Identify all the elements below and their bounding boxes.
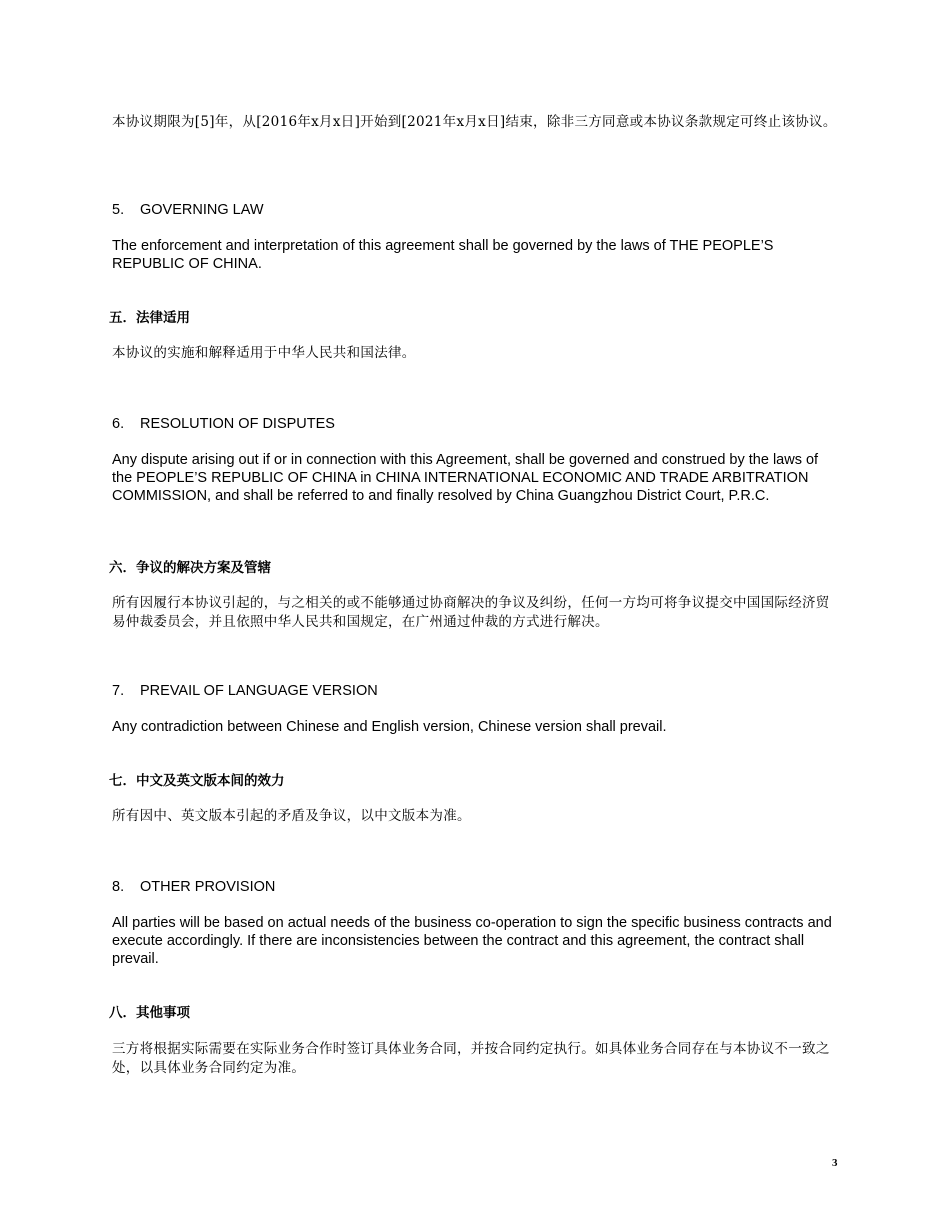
- section-5-number: 5.: [112, 202, 125, 218]
- section-7-heading-zh: 七．中文及英文版本间的效力: [109, 773, 285, 789]
- section-7-number: 7.: [112, 683, 125, 699]
- section-6-title: RESOLUTION OF DISPUTES: [140, 416, 335, 432]
- section-7-body-en: Any contradiction between Chinese and English version, Chinese version shall prevail.: [112, 719, 667, 735]
- section-5-title: GOVERNING LAW: [140, 202, 264, 218]
- section-6-body-zh: 所有因履行本协议引起的，与之相关的或不能够通过协商解决的争议及纠纷，任何一方均可将争议提交中国国际经济贸易仲裁委员会，并且依照中华人民共和国规定，在广州通过仲裁的方式进行解决。: [112, 595, 830, 630]
- page-number: 3: [832, 1157, 838, 1169]
- section-6-heading-zh: 六．争议的解决方案及管辖: [109, 560, 271, 576]
- section-5-body-zh: 本协议的实施和解释适用于中华人民共和国法律。: [112, 345, 416, 361]
- section-6-heading: [112, 415, 840, 433]
- section-8-number: 8.: [112, 879, 125, 895]
- section-8-heading-zh: 八．其他事项: [109, 1005, 190, 1021]
- section-6-number: 6.: [112, 416, 125, 432]
- section-7-heading: [112, 682, 840, 700]
- section-8-heading: [112, 878, 840, 896]
- term-paragraph-zh: 本协议期限为[5]年，从[2016年x月x日]开始到[2021年x月x日]结束，除非三方同意或本协议条款规定可终止该协议。: [112, 114, 837, 130]
- section-8-body-zh: 三方将根据实际需要在实际业务合作时签订具体业务合同，并按合同约定执行。如具体业务合同存在与本协议不一致之处，以具体业务合同约定为准。: [112, 1041, 830, 1076]
- section-8-title: OTHER PROVISION: [140, 879, 276, 895]
- section-6-body-en: Any dispute arising out if or in connection with this Agreement, shall be governed and construed by the laws of the PEOPLE’S REPUBLIC OF CHINA in CHINA INTERNATIONAL ECONOMIC AND TRADE ARBITRATION COMMISSION, and shall be referred to and finally resolved by China Guangzhou District Court, P.R.C.: [112, 452, 819, 504]
- section-5-heading: [112, 201, 840, 219]
- section-5-body-en: The enforcement and interpretation of this agreement shall be governed by the laws of THE PEOPLE’S REPUBLIC OF CHINA.: [112, 238, 774, 272]
- section-8-body-en: All parties will be based on actual needs of the business co-operation to sign the specific business contracts and execute accordingly. If there are inconsistencies between the contract and this agreement, the contract shall prevail.: [112, 915, 832, 967]
- section-5-heading-zh: 五．法律适用: [109, 310, 190, 326]
- section-7-title: PREVAIL OF LANGUAGE VERSION: [140, 683, 378, 699]
- section-7-body-zh: 所有因中、英文版本引起的矛盾及争议，以中文版本为准。: [112, 808, 471, 824]
